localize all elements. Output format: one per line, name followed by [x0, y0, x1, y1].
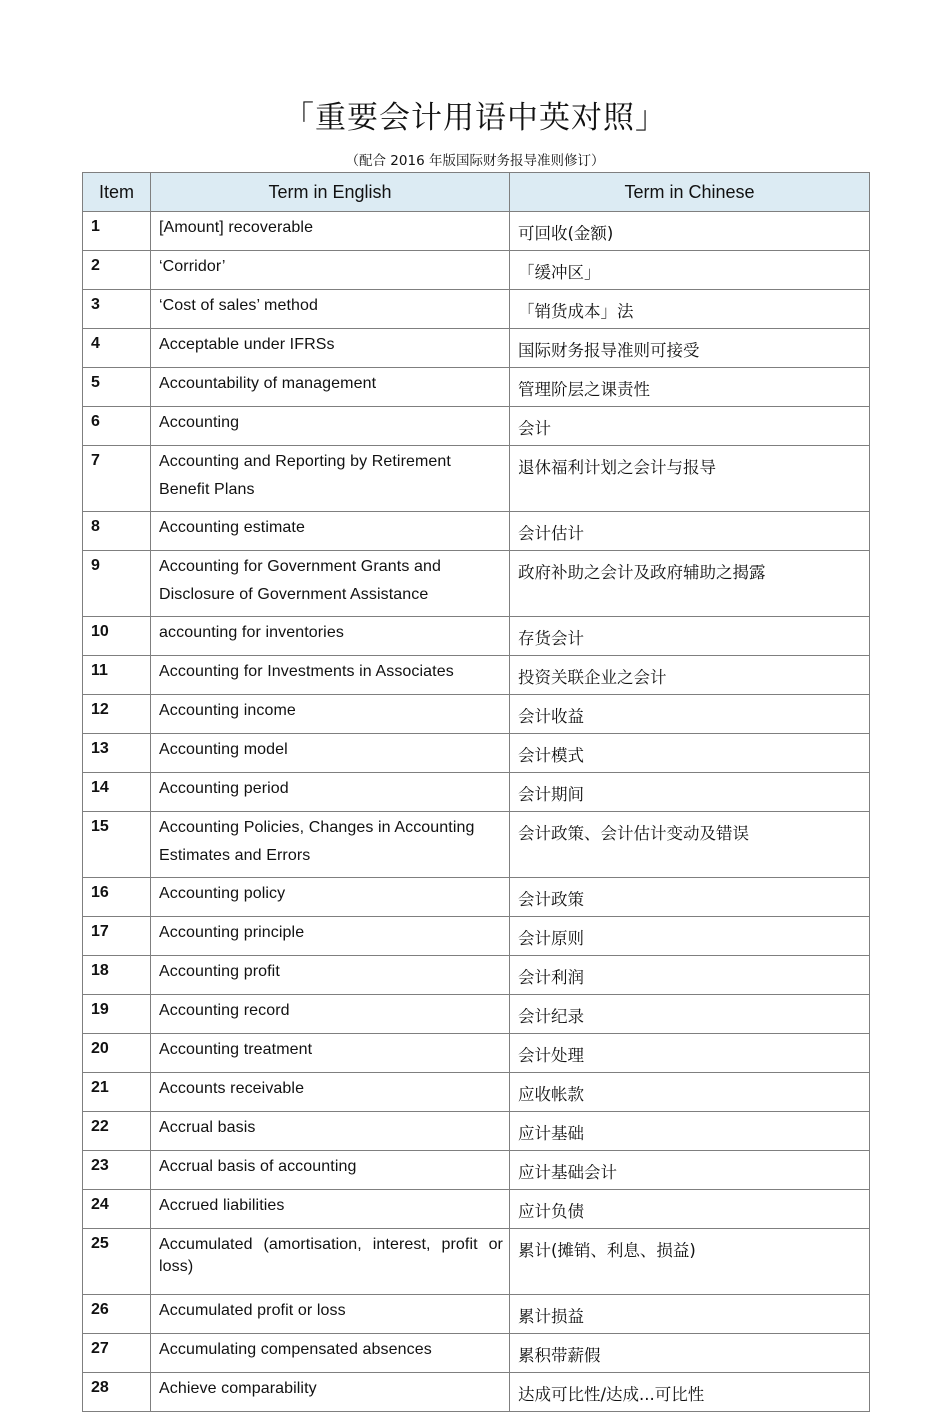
- table-row: [83, 329, 870, 368]
- table-row: [83, 734, 870, 773]
- table-row: [83, 212, 870, 251]
- term-chinese: 会计估计: [510, 512, 870, 551]
- table-row: [83, 617, 870, 656]
- term-english: Accounting for Government Grants and Disclosure of Government Assistance: [151, 551, 510, 617]
- term-english: Accumulated profit or loss: [151, 1295, 510, 1334]
- item-number: 17: [83, 917, 151, 956]
- table-row: [83, 1151, 870, 1190]
- term-chinese: 累积带薪假: [510, 1334, 870, 1373]
- item-number: 26: [83, 1295, 151, 1334]
- term-chinese: 会计利润: [510, 956, 870, 995]
- term-chinese: 会计处理: [510, 1034, 870, 1073]
- term-english: Accounting and Reporting by Retirement Benefit Plans: [151, 446, 510, 512]
- item-number: 16: [83, 878, 151, 917]
- table-row: [83, 512, 870, 551]
- term-chinese: 管理阶层之课责性: [510, 368, 870, 407]
- term-english: ‘Corridor’: [151, 251, 510, 290]
- term-english: Accounting estimate: [151, 512, 510, 551]
- term-chinese: 「缓冲区」: [510, 251, 870, 290]
- item-number: 27: [83, 1334, 151, 1373]
- term-english: [Amount] recoverable: [151, 212, 510, 251]
- term-english: Accumulated (amortisation, interest, profit or loss): [151, 1229, 510, 1295]
- item-number: 13: [83, 734, 151, 773]
- term-english: Accounting Policies, Changes in Accounting Estimates and Errors: [151, 812, 510, 878]
- table-row: [83, 1034, 870, 1073]
- term-english: Accountability of management: [151, 368, 510, 407]
- item-number: 14: [83, 773, 151, 812]
- term-chinese: 会计期间: [510, 773, 870, 812]
- header-chinese: Term in Chinese: [510, 173, 870, 212]
- item-number: 1: [83, 212, 151, 251]
- term-english: Accounting treatment: [151, 1034, 510, 1073]
- term-chinese: 会计收益: [510, 695, 870, 734]
- term-chinese: 达成可比性/达成...可比性: [510, 1373, 870, 1412]
- term-english: Accounting policy: [151, 878, 510, 917]
- term-chinese: 会计政策: [510, 878, 870, 917]
- term-english: Accounting principle: [151, 917, 510, 956]
- item-number: 22: [83, 1112, 151, 1151]
- term-english: Accounting model: [151, 734, 510, 773]
- item-number: 25: [83, 1229, 151, 1295]
- table-row: [83, 917, 870, 956]
- term-chinese: 应收帐款: [510, 1073, 870, 1112]
- item-number: 8: [83, 512, 151, 551]
- table-row: [83, 956, 870, 995]
- term-english: Acceptable under IFRSs: [151, 329, 510, 368]
- item-number: 20: [83, 1034, 151, 1073]
- item-number: 4: [83, 329, 151, 368]
- term-english: Accumulating compensated absences: [151, 1334, 510, 1373]
- table-row: [83, 695, 870, 734]
- term-english: accounting for inventories: [151, 617, 510, 656]
- table-header-row: [83, 173, 870, 212]
- table-row: [83, 368, 870, 407]
- table-row: [83, 812, 870, 878]
- item-number: 2: [83, 251, 151, 290]
- term-chinese: 应计负债: [510, 1190, 870, 1229]
- term-english: Accounting income: [151, 695, 510, 734]
- page-title: 「重要会计用语中英对照」: [283, 100, 667, 136]
- item-number: 10: [83, 617, 151, 656]
- item-number: 3: [83, 290, 151, 329]
- item-number: 23: [83, 1151, 151, 1190]
- term-chinese: 应计基础: [510, 1112, 870, 1151]
- term-chinese: 会计模式: [510, 734, 870, 773]
- table-row: [83, 773, 870, 812]
- term-chinese: 会计原则: [510, 917, 870, 956]
- table-row: [83, 446, 870, 512]
- item-number: 7: [83, 446, 151, 512]
- term-english: Achieve comparability: [151, 1373, 510, 1412]
- term-chinese: 会计政策、会计估计变动及错误: [510, 812, 870, 878]
- table-row: [83, 1373, 870, 1412]
- item-number: 6: [83, 407, 151, 446]
- table-row: [83, 1229, 870, 1295]
- table-row: [83, 1334, 870, 1373]
- glossary-table: [82, 172, 870, 1412]
- term-chinese: 会计纪录: [510, 995, 870, 1034]
- table-row: [83, 407, 870, 446]
- item-number: 21: [83, 1073, 151, 1112]
- term-chinese: 国际财务报导准则可接受: [510, 329, 870, 368]
- table-row: [83, 1073, 870, 1112]
- term-english: ‘Cost of sales’ method: [151, 290, 510, 329]
- table-row: [83, 1190, 870, 1229]
- term-english: Accounting period: [151, 773, 510, 812]
- term-english: Accrued liabilities: [151, 1190, 510, 1229]
- item-number: 19: [83, 995, 151, 1034]
- term-chinese: 存货会计: [510, 617, 870, 656]
- header-english: Term in English: [151, 173, 510, 212]
- item-number: 24: [83, 1190, 151, 1229]
- term-chinese: 「销货成本」法: [510, 290, 870, 329]
- table-row: [83, 1112, 870, 1151]
- item-number: 18: [83, 956, 151, 995]
- term-chinese: 退休福利计划之会计与报导: [510, 446, 870, 512]
- header-item: Item: [83, 173, 151, 212]
- term-english: Accrual basis of accounting: [151, 1151, 510, 1190]
- table-row: [83, 290, 870, 329]
- term-chinese: 可回收(金额): [510, 212, 870, 251]
- item-number: 28: [83, 1373, 151, 1412]
- term-english: Accounting: [151, 407, 510, 446]
- item-number: 12: [83, 695, 151, 734]
- table-row: [83, 878, 870, 917]
- page-subtitle: （配合 2016 年版国际财务报导准则修订）: [345, 153, 605, 169]
- item-number: 11: [83, 656, 151, 695]
- table-row: [83, 551, 870, 617]
- term-chinese: 应计基础会计: [510, 1151, 870, 1190]
- table-row: [83, 251, 870, 290]
- term-english: Accounting profit: [151, 956, 510, 995]
- item-number: 15: [83, 812, 151, 878]
- term-english: Accounts receivable: [151, 1073, 510, 1112]
- term-chinese: 投资关联企业之会计: [510, 656, 870, 695]
- term-chinese: 累计损益: [510, 1295, 870, 1334]
- term-english: Accounting record: [151, 995, 510, 1034]
- term-english: Accrual basis: [151, 1112, 510, 1151]
- term-english: Accounting for Investments in Associates: [151, 656, 510, 695]
- table-row: [83, 1295, 870, 1334]
- term-chinese: 累计(摊销、利息、损益): [510, 1229, 870, 1295]
- table-row: [83, 995, 870, 1034]
- term-chinese: 会计: [510, 407, 870, 446]
- table-row: [83, 656, 870, 695]
- item-number: 5: [83, 368, 151, 407]
- item-number: 9: [83, 551, 151, 617]
- term-chinese: 政府补助之会计及政府辅助之揭露: [510, 551, 870, 617]
